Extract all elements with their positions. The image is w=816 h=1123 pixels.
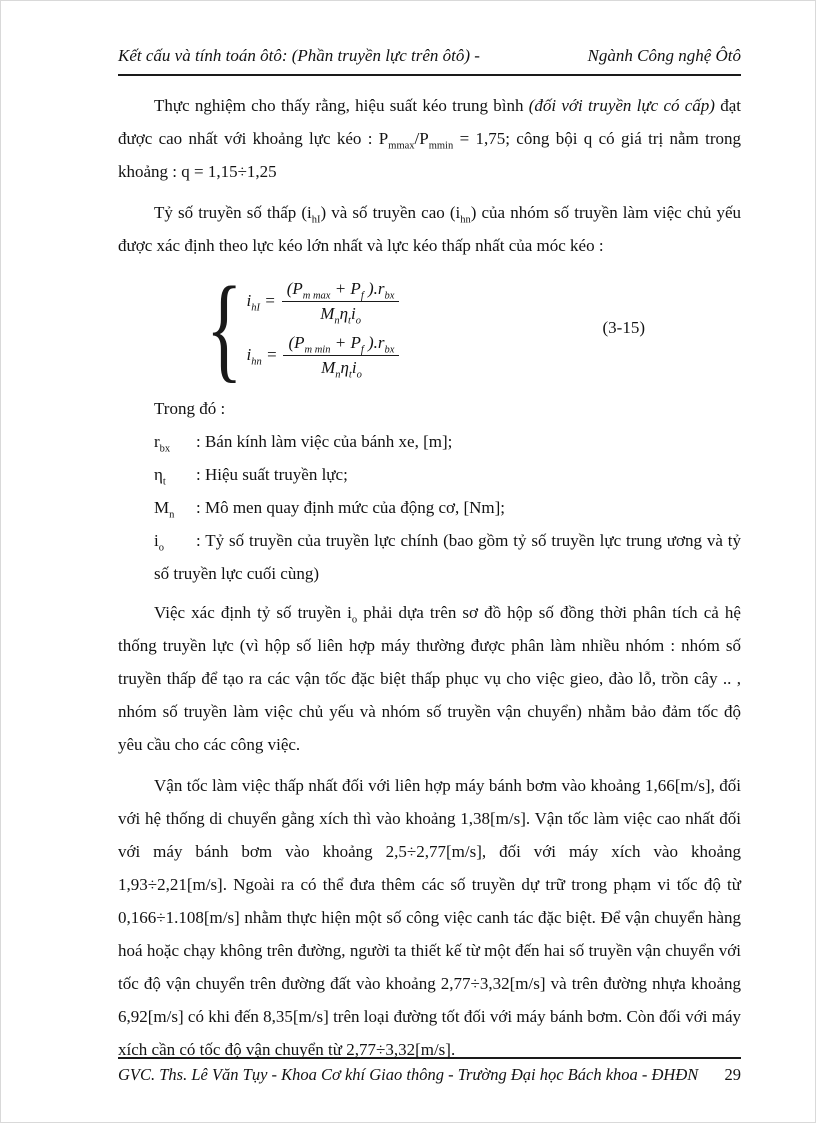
definition-rbx <box>154 425 741 458</box>
curly-brace: { <box>206 262 243 394</box>
header-right-text: Ngành Công nghệ Ôtô <box>587 46 741 65</box>
definition-text: : Mô men quay định mức của động cơ, [Nm]; <box>196 498 506 517</box>
footer-credit-text: GVC. Ths. Lê Văn Tụy - Khoa Cơ khí Giao thông - Trường Đại học Bách khoa - ĐHĐN <box>118 1065 699 1084</box>
fraction-numerator: ($P_{m min} + P_f$ )$.r_{bx}$ <box>283 333 399 356</box>
definition-mn <box>154 491 741 524</box>
fraction-numerator: ($P_{m max} + P_f$ )$.r_{bx}$ <box>282 279 400 302</box>
fraction <box>282 279 400 324</box>
equation-lhs: $i_{hI}$ = <box>246 291 276 314</box>
paragraph-working-speeds: Vận tốc làm việc thấp nhất đối với liên hợp máy bánh bơm vào khoảng 1,66[m/s], đối với hệ thống di chuyển gằng xích thì vào khoảng 1,38[m/s]. Vận tốc làm việc cao nhất đối với máy bánh bơm vào khoảng 2,5÷2,77[m/s], đối với máy xích vào khoảng 1,93÷2,21[m/s]. Ngoài ra có thể đưa thêm các số truyền dự trữ trong phạm vi tốc độ từ 0,166÷1.108[m/s] nhằm thực hiện một số công việc canh tác đặc biệt. Để vận chuyển hàng hoá hoặc chạy không trên đường, người ta thiết kế từ một đến hai số truyền vận chuyển với tốc độ vận chuyển trên đường đất vào khoảng 2,77÷3,32[m/s] và trên đường nhựa khoảng 6,92[m/s] có khi đến 8,35[m/s] trên loại đường tốt đối với máy bánh bơm. Còn đối với máy xích cần có tốc độ vận chuyển từ 2,77÷3,32[m/s]. <box>118 776 741 1059</box>
definitions-list <box>154 425 741 590</box>
definition-term: $\eta_t$ <box>154 465 166 488</box>
equation-3-15 <box>206 262 741 394</box>
equation-row-low-gear <box>246 279 399 324</box>
definition-eta-t <box>154 458 741 491</box>
definition-io <box>154 524 741 590</box>
definition-text: : Bán kính làm việc của bánh xe, [m]; <box>196 432 453 451</box>
definition-term: $M_n$ <box>154 498 175 521</box>
where-label: Trong đó : <box>154 399 226 418</box>
header-left-text: Kết cấu và tính toán ôtô: (Phần truyền lực trên ôtô) - <box>118 46 480 65</box>
definition-text: : Hiệu suất truyền lực; <box>196 465 348 484</box>
equation-lhs: $i_{hn}$ = <box>246 345 278 368</box>
paragraph-experiment: Thực nghiệm cho thấy rằng, hiệu suất kéo trung bình (đối với truyền lực có cấp) đạt được cao nhất với khoảng lực kéo : $P_{mmax}/P_{mmin} = 1,75$; công bội q có giá trị nằm trong khoảng : q = 1,15÷1,25 <box>118 96 742 181</box>
page-footer <box>118 1057 741 1086</box>
definition-term: $r_{bx}$ <box>154 432 171 455</box>
equation-rows <box>246 279 399 378</box>
equation-number: (3-15) <box>602 318 645 337</box>
document-body <box>118 89 741 1074</box>
page-header <box>118 45 741 76</box>
definition-text: : Tỷ số truyền của truyền lực chính (bao gồm tỷ số truyền lực trung ương và tỷ số truyền lực cuối cùng) <box>154 531 741 583</box>
paragraph-gearbox-scheme: Việc xác định tỷ số truyền $i_o$ phải dựa trên sơ đồ hộp số đồng thời phân tích cả hệ thống truyền lực (vì hộp số liên hợp máy thường được phân làm nhiều nhóm : nhóm số truyền thấp để tạo ra các vận tốc đặc biệt thấp phục vụ cho việc gieo, đào lỗ, trồn cây .. , nhóm số truyền làm việc chủ yếu và nhóm số truyền vận chuyển) nhằm bảo đảm tốc độ yêu cầu cho các công việc. <box>118 603 741 754</box>
definition-term: $i_o$ <box>154 531 164 554</box>
fraction-denominator: $M_n\eta_ti_o$ <box>320 303 361 326</box>
page-number: 29 <box>724 1065 741 1084</box>
fraction-denominator: $M_n\eta_ti_o$ <box>321 357 362 380</box>
paragraph-gear-ratios: Tỷ số truyền số thấp $(i_{hI})$ và số truyền cao $(i_{hn})$ của nhóm số truyền làm việc chủ yếu được xác định theo lực kéo lớn nhất và lực kéo thấp nhất của móc kéo : <box>118 203 742 255</box>
equation-row-high-gear <box>246 333 399 378</box>
fraction <box>283 333 399 378</box>
